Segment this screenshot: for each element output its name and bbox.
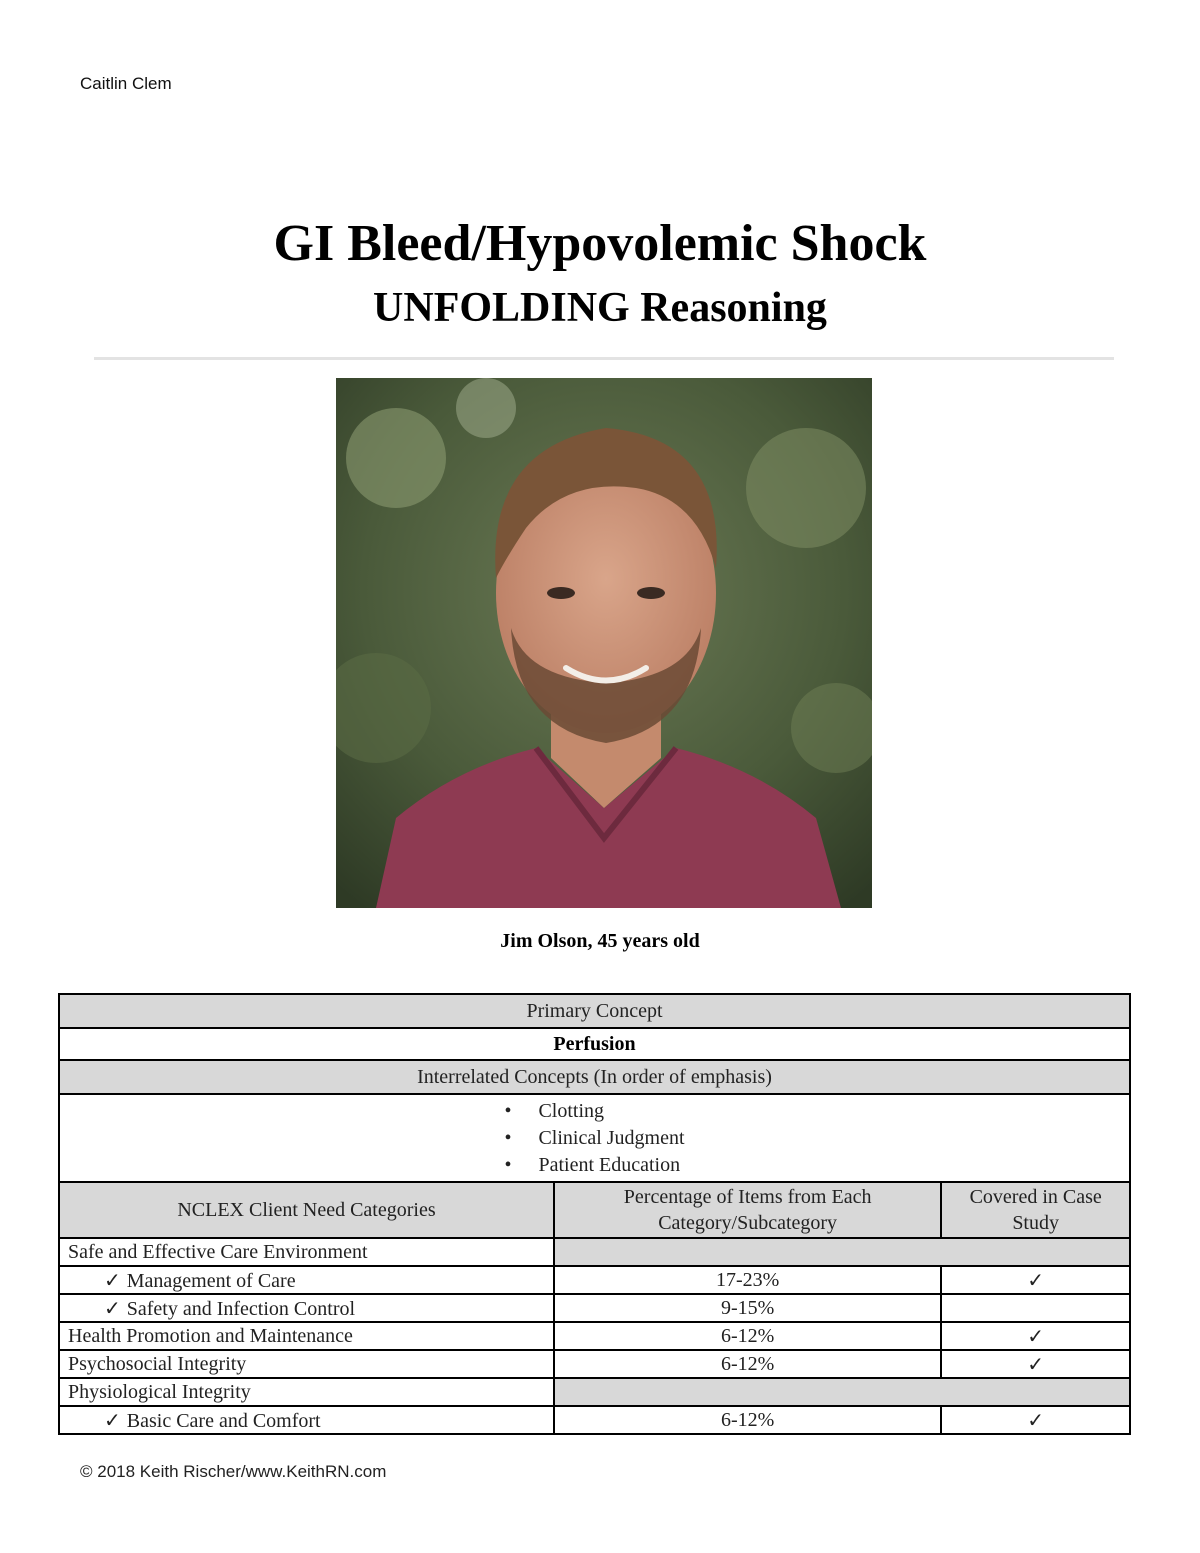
percent-cell: 6-12% bbox=[554, 1322, 941, 1350]
patient-photo bbox=[336, 378, 872, 908]
primary-concept-value: Perfusion bbox=[59, 1028, 1130, 1060]
category-cell: Health Promotion and Maintenance bbox=[59, 1322, 554, 1350]
category-cell: ✓ Safety and Infection Control bbox=[59, 1294, 554, 1322]
column-header-covered: Covered in Case Study bbox=[941, 1182, 1130, 1238]
list-item: • Patient Education bbox=[504, 1153, 681, 1176]
table-row bbox=[59, 1322, 1130, 1350]
interrelated-concepts-list bbox=[59, 1094, 1130, 1182]
table-row bbox=[59, 1378, 1130, 1406]
covered-cell: ✓ bbox=[941, 1266, 1130, 1294]
column-header-percentage: Percentage of Items from Each Category/Subcategory bbox=[554, 1182, 941, 1238]
percent-cell: 6-12% bbox=[554, 1350, 941, 1378]
category-cell: Safe and Effective Care Environment bbox=[59, 1238, 554, 1266]
category-cell: Psychosocial Integrity bbox=[59, 1350, 554, 1378]
check-icon: ✓ bbox=[104, 1409, 121, 1432]
check-icon: ✓ bbox=[104, 1269, 121, 1292]
concepts-table bbox=[58, 993, 1131, 1435]
check-icon: ✓ bbox=[104, 1297, 121, 1320]
table-row bbox=[59, 1406, 1130, 1434]
list-item: • Clinical Judgment bbox=[504, 1126, 685, 1149]
table-row bbox=[59, 1350, 1130, 1378]
covered-cell bbox=[941, 1294, 1130, 1322]
list-item: • Clotting bbox=[504, 1099, 605, 1122]
interrelated-concepts-header: Interrelated Concepts (In order of emphasis) bbox=[59, 1060, 1130, 1094]
covered-cell: ✓ bbox=[941, 1322, 1130, 1350]
shaded-cell bbox=[554, 1378, 1130, 1406]
category-cell: ✓ Basic Care and Comfort bbox=[59, 1406, 554, 1434]
document-subtitle: UNFOLDING Reasoning bbox=[373, 285, 827, 331]
covered-cell: ✓ bbox=[941, 1406, 1130, 1434]
percent-cell: 9-15% bbox=[554, 1294, 941, 1322]
copyright-footer: © 2018 Keith Rischer/www.KeithRN.com bbox=[80, 1462, 387, 1481]
shaded-cell bbox=[554, 1238, 1130, 1266]
title-divider bbox=[94, 357, 1114, 360]
table-row bbox=[59, 1238, 1130, 1266]
document-title: GI Bleed/Hypovolemic Shock bbox=[273, 215, 927, 272]
category-cell: ✓ Management of Care bbox=[59, 1266, 554, 1294]
covered-cell: ✓ bbox=[941, 1350, 1130, 1378]
author-name: Caitlin Clem bbox=[80, 74, 172, 93]
percent-cell: 6-12% bbox=[554, 1406, 941, 1434]
primary-concept-header: Primary Concept bbox=[59, 994, 1130, 1028]
column-header-category: NCLEX Client Need Categories bbox=[59, 1182, 554, 1238]
percent-cell: 17-23% bbox=[554, 1266, 941, 1294]
category-cell: Physiological Integrity bbox=[59, 1378, 554, 1406]
table-row bbox=[59, 1294, 1130, 1322]
table-row bbox=[59, 1266, 1130, 1294]
photo-caption: Jim Olson, 45 years old bbox=[500, 930, 700, 952]
